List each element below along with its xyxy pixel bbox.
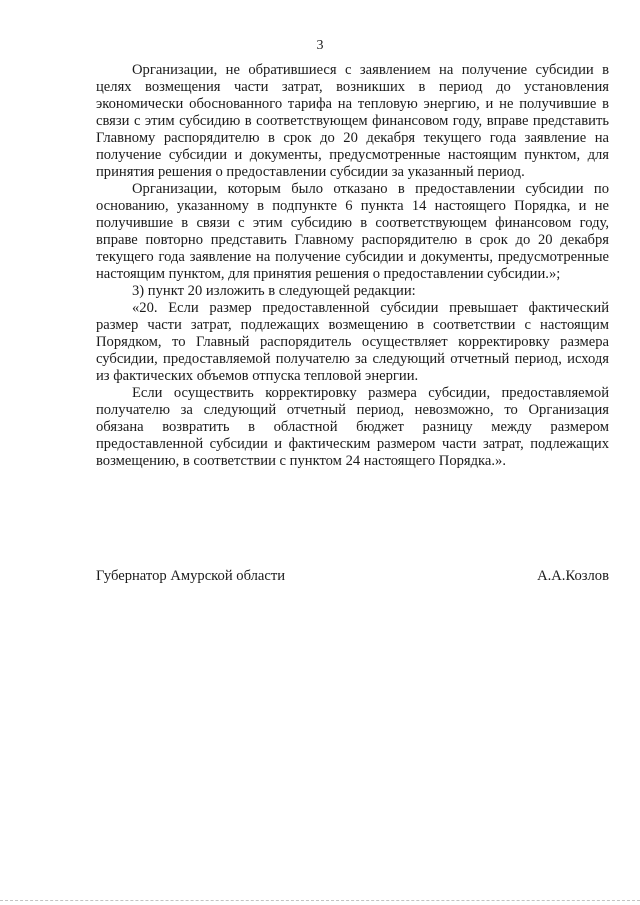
signatory-title: Губернатор Амурской области <box>96 568 286 584</box>
signatory-name: А.А.Козлов <box>537 568 609 584</box>
paragraph-late-application: Организации, не обратившиеся с заявлением на получение субсидии в целях возмещения части затрат, возникших в период до установления экономически обоснованного тарифа на тепловую энергию, и не получившие в связи с этим субсидию в соответствующем финансовом году, вправе представить Главному распорядителю в срок до 20 декабря текущего года заявление на получение субсидии и документы, предусмотренные настоящим пунктом, для принятия решения о предоставлении субсидии за указанный период. <box>96 62 609 180</box>
scan-bottom-edge <box>0 900 640 901</box>
paragraph-refund-obligation: Если осуществить корректировку размера субсидии, предоставляемой получателю за следующий отчетный период, невозможно, то Организация обязана возвратить в областной бюджет разницу между размером предоставленной субсидии и фактическим размером части затрат, подлежащих возмещению, в соответствии с пунктом 24 настоящего Порядка.». <box>96 385 609 469</box>
document-body <box>96 62 609 470</box>
paragraph-clause-20: «20. Если размер предоставленной субсидии превышает фактический размер части затрат, подлежащих возмещению в соответствии с настоящим Порядком, то Главный распорядитель осуществляет корректировку размера субсидии, предоставляемой получателю за следующий отчетный период, исходя из фактических объемов отпуска тепловой энергии. <box>96 300 609 384</box>
paragraph-repeat-application: Организации, которым было отказано в предоставлении субсидии по основанию, указанному в подпункте 6 пункта 14 настоящего Порядка, и не получившие в связи с этим субсидию в соответствующем финансовом году, вправе повторно представить Главному распорядителю в срок до 20 декабря текущего года заявление на получение субсидии и документы, предусмотренные настоящим пунктом, для принятия решения о предоставлении субсидии.»; <box>96 181 609 282</box>
page-number: 3 <box>316 38 324 53</box>
signature-block <box>96 567 609 587</box>
paragraph-item-3-heading: 3) пункт 20 изложить в следующей редакции: <box>132 283 416 299</box>
